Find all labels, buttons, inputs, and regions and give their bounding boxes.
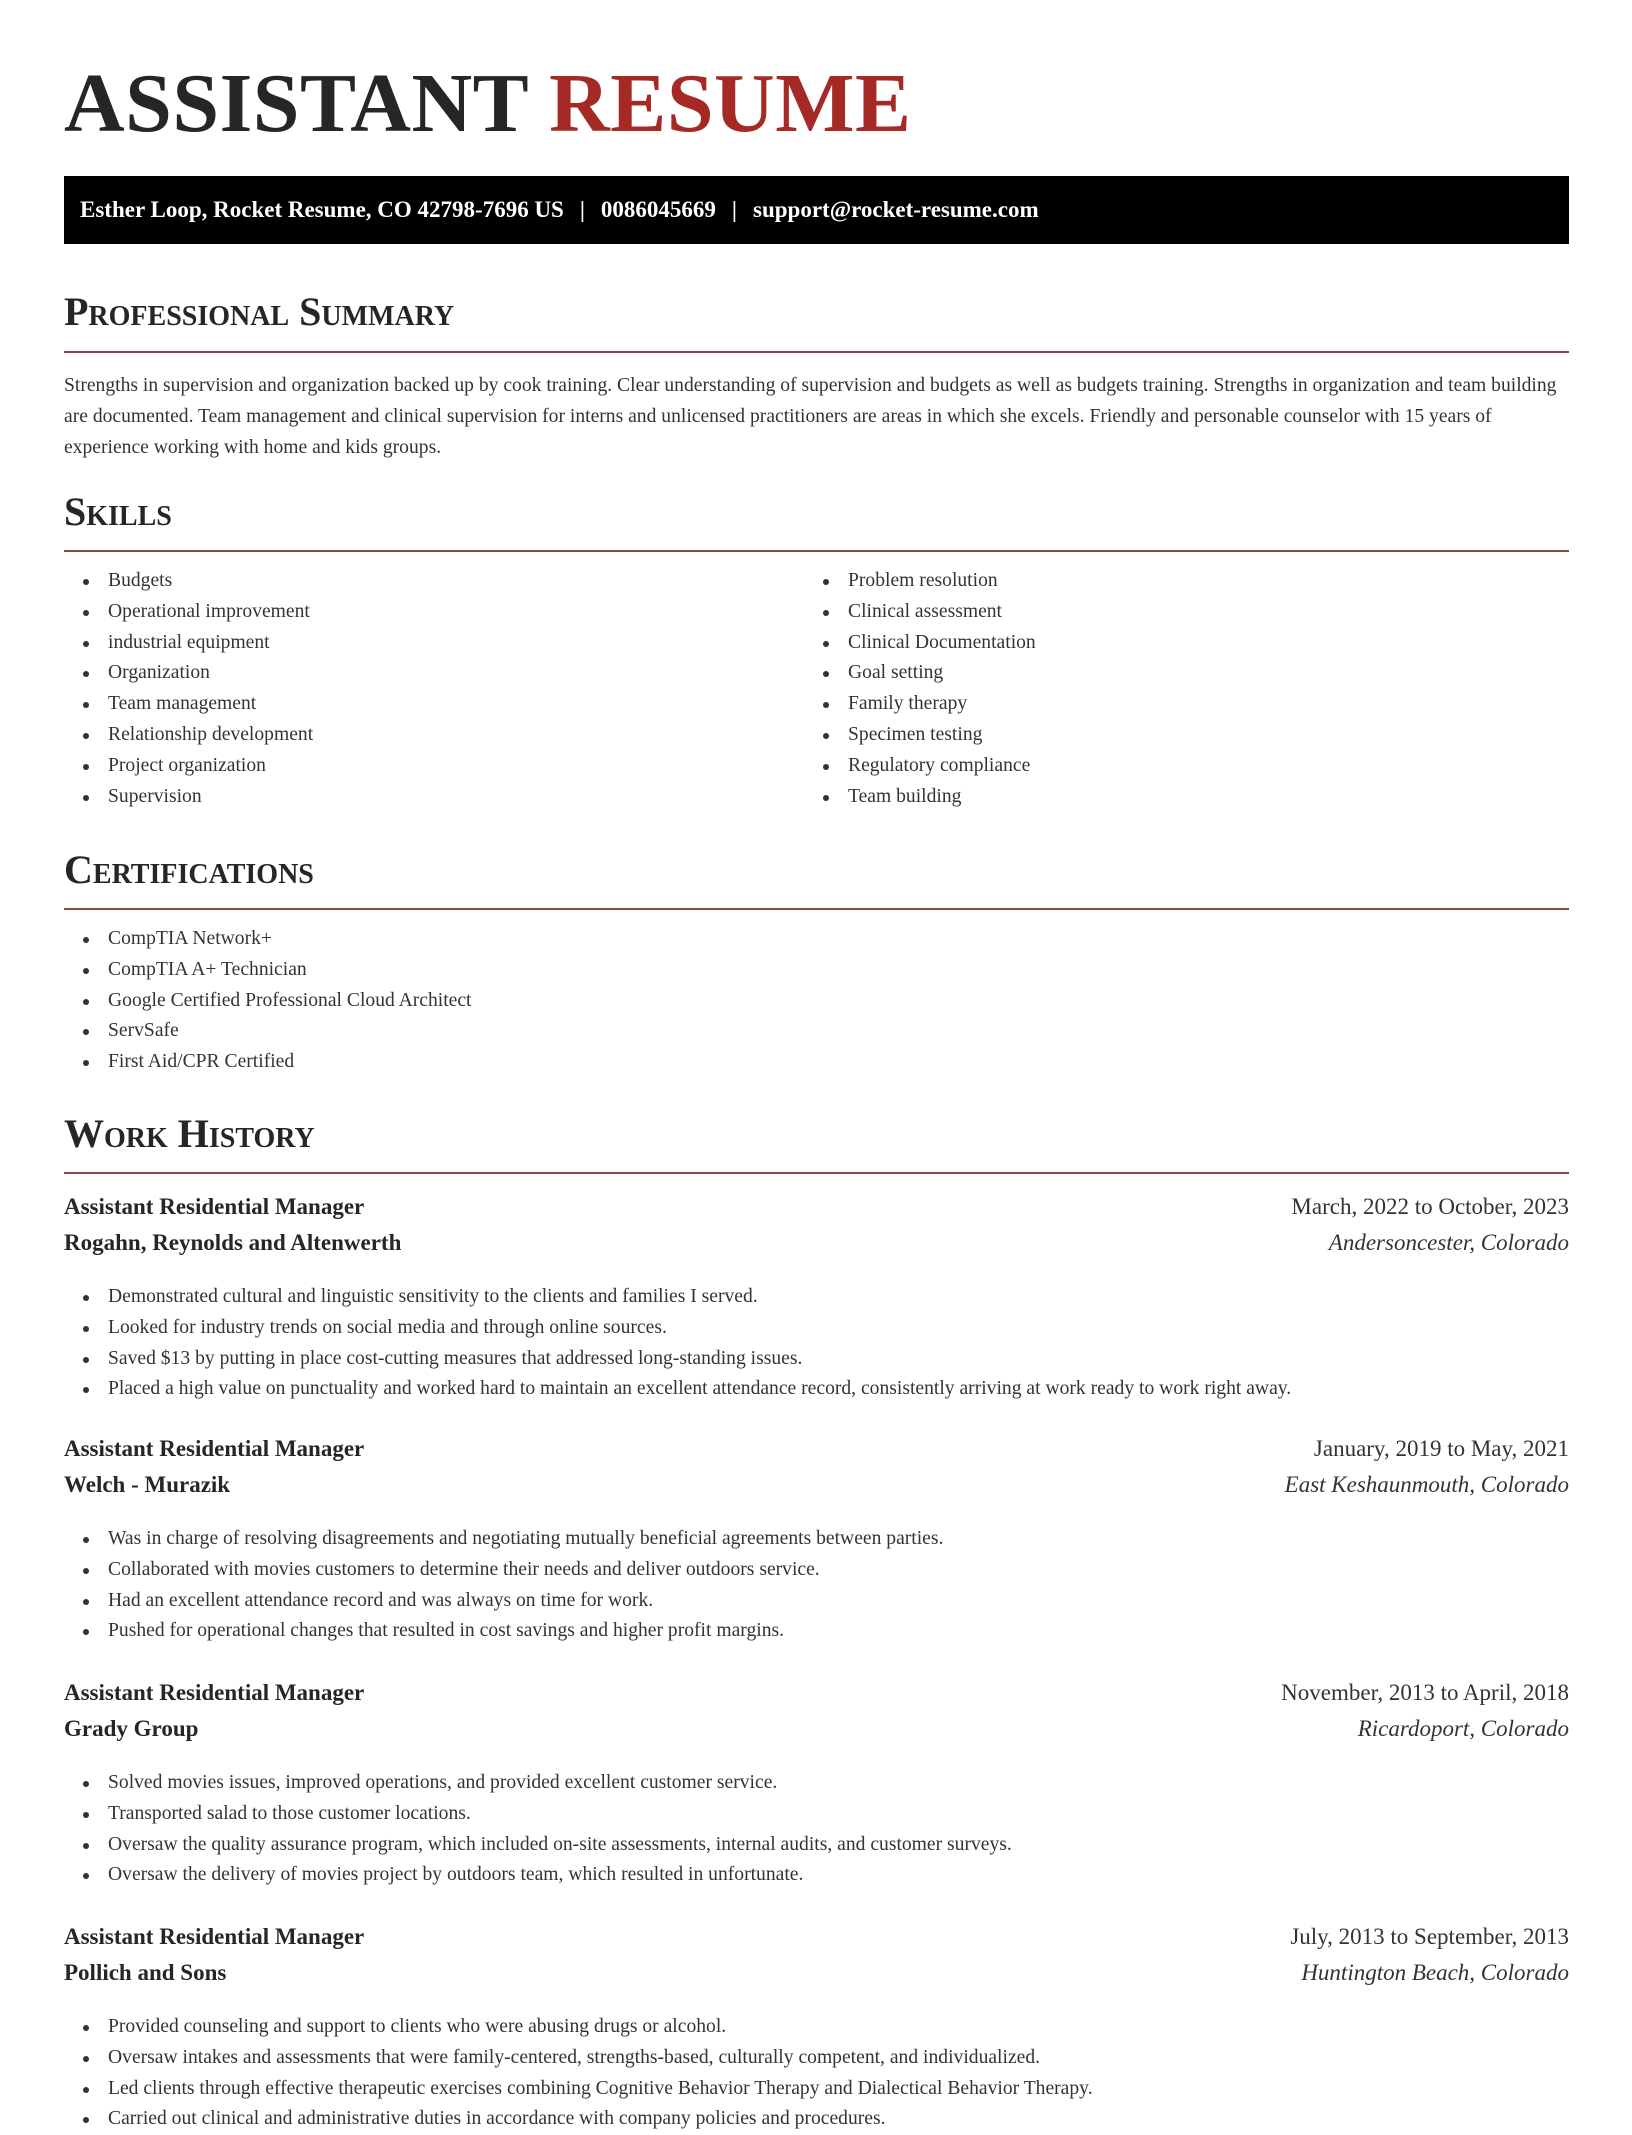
section-divider xyxy=(64,1172,1569,1174)
job-company: Pollich and Sons xyxy=(64,1960,227,1985)
job-duties xyxy=(64,1524,943,1647)
skill-item: Specimen testing xyxy=(804,720,1036,751)
job-dates: January, 2019 to May, 2021 xyxy=(1313,1436,1569,1461)
job-duty: Carried out clinical and administrative duties in accordance with company policies and procedures. xyxy=(64,2104,1093,2135)
summary-heading: Professional Summary xyxy=(64,289,455,334)
contact-bar xyxy=(64,176,1569,244)
job-duty: Provided counseling and support to clients who were abusing drugs or alcohol. xyxy=(64,2012,1093,2043)
job-duties xyxy=(64,1768,1012,1891)
job-title: Assistant Residential Manager xyxy=(64,1194,365,1219)
job-duty: Transported salad to those customer locations. xyxy=(64,1799,1012,1830)
title-accent: RESUME xyxy=(549,57,912,150)
job-location: Huntington Beach, Colorado xyxy=(1301,1960,1569,1985)
resume-title xyxy=(64,56,912,152)
job-subheader xyxy=(64,1960,1569,1996)
skill-item: Clinical assessment xyxy=(804,597,1036,628)
certification-item: CompTIA A+ Technician xyxy=(64,955,472,986)
job-dates: March, 2022 to October, 2023 xyxy=(1291,1194,1569,1219)
job-company: Grady Group xyxy=(64,1716,199,1741)
skills-list-right xyxy=(804,566,1036,812)
certification-item: ServSafe xyxy=(64,1016,472,1047)
job-header xyxy=(64,1436,1569,1472)
job-header xyxy=(64,1194,1569,1230)
job-subheader xyxy=(64,1230,1569,1266)
skill-item: Clinical Documentation xyxy=(804,628,1036,659)
skill-item: Operational improvement xyxy=(64,597,313,628)
skills-heading: Skills xyxy=(64,489,172,534)
section-divider xyxy=(64,908,1569,910)
skills-list-left xyxy=(64,566,313,812)
job-title: Assistant Residential Manager xyxy=(64,1436,365,1461)
job-title: Assistant Residential Manager xyxy=(64,1924,365,1949)
contact-separator: | xyxy=(579,197,585,222)
skill-item: Organization xyxy=(64,658,313,689)
skill-item: Team management xyxy=(64,689,313,720)
certification-item: CompTIA Network+ xyxy=(64,924,472,955)
job-duty: Had an excellent attendance record and was always on time for work. xyxy=(64,1586,943,1617)
skill-item: Budgets xyxy=(64,566,313,597)
job-duty: Collaborated with movies customers to determine their needs and deliver outdoors service. xyxy=(64,1555,943,1586)
contact-email[interactable]: support@rocket-resume.com xyxy=(753,197,1039,222)
job-duty: Oversaw the quality assurance program, which included on-site assessments, internal audits, and customer surveys. xyxy=(64,1830,1012,1861)
job-duty: Oversaw the delivery of movies project by outdoors team, which resulted in unfortunate. xyxy=(64,1860,1012,1891)
job-dates: July, 2013 to September, 2013 xyxy=(1290,1924,1569,1949)
job-duty: Demonstrated cultural and linguistic sensitivity to the clients and families I served. xyxy=(64,1282,1291,1313)
job-duties xyxy=(64,1282,1291,1405)
skill-item: Relationship development xyxy=(64,720,313,751)
job-duty: Pushed for operational changes that resulted in cost savings and higher profit margins. xyxy=(64,1616,943,1647)
job-header xyxy=(64,1924,1569,1960)
job-duty: Led clients through effective therapeutic exercises combining Cognitive Behavior Therapy and Dialectical Behavior Therapy. xyxy=(64,2074,1093,2105)
contact-phone[interactable]: 0086045669 xyxy=(600,197,716,222)
section-divider xyxy=(64,550,1569,552)
job-duty: Looked for industry trends on social media and through online sources. xyxy=(64,1313,1291,1344)
skill-item: Project organization xyxy=(64,751,313,782)
summary-text: Strengths in supervision and organization backed up by cook training. Clear understanding of supervision and budgets as well as budgets training. Strengths in organization and team building are documented. Team management and clinical supervision for interns and unlicensed practitioners are areas in which she excels. Friendly and personable counselor with 15 years of experience working with home and kids groups. xyxy=(64,375,1557,458)
job-duty: Saved $13 by putting in place cost-cutting measures that addressed long-standing issues. xyxy=(64,1344,1291,1375)
job-subheader xyxy=(64,1472,1569,1508)
skill-item: Regulatory compliance xyxy=(804,751,1036,782)
title-main: ASSISTANT xyxy=(64,57,528,150)
skill-item: Family therapy xyxy=(804,689,1036,720)
job-location: Andersoncester, Colorado xyxy=(1328,1230,1569,1255)
certifications-heading: Certifications xyxy=(64,847,314,892)
job-title: Assistant Residential Manager xyxy=(64,1680,365,1705)
job-duty: Was in charge of resolving disagreements and negotiating mutually beneficial agreements between parties. xyxy=(64,1524,943,1555)
section-divider xyxy=(64,351,1569,353)
job-header xyxy=(64,1680,1569,1716)
work-history-heading: Work History xyxy=(64,1111,315,1156)
certification-item: First Aid/CPR Certified xyxy=(64,1047,472,1078)
skill-item: Goal setting xyxy=(804,658,1036,689)
contact-address: Esther Loop, Rocket Resume, CO 42798-7696 US xyxy=(80,197,564,222)
job-duty: Solved movies issues, improved operations, and provided excellent customer service. xyxy=(64,1768,1012,1799)
skill-item: Supervision xyxy=(64,782,313,813)
job-company: Welch - Murazik xyxy=(64,1472,231,1497)
skill-item: Team building xyxy=(804,782,1036,813)
job-subheader xyxy=(64,1716,1569,1752)
certifications-list xyxy=(64,924,472,1078)
job-dates: November, 2013 to April, 2018 xyxy=(1281,1680,1569,1705)
contact-separator: | xyxy=(731,197,737,222)
job-duty: Oversaw intakes and assessments that were family-centered, strengths-based, culturally competent, and individualized. xyxy=(64,2043,1093,2074)
job-company: Rogahn, Reynolds and Altenwerth xyxy=(64,1230,402,1255)
job-duty: Placed a high value on punctuality and worked hard to maintain an excellent attendance record, consistently arriving at work ready to work right away. xyxy=(64,1374,1291,1405)
skill-item: industrial equipment xyxy=(64,628,313,659)
skill-item: Problem resolution xyxy=(804,566,1036,597)
job-location: East Keshaunmouth, Colorado xyxy=(1284,1472,1569,1497)
job-duties xyxy=(64,2012,1093,2135)
certification-item: Google Certified Professional Cloud Architect xyxy=(64,986,472,1017)
job-location: Ricardoport, Colorado xyxy=(1357,1716,1569,1741)
